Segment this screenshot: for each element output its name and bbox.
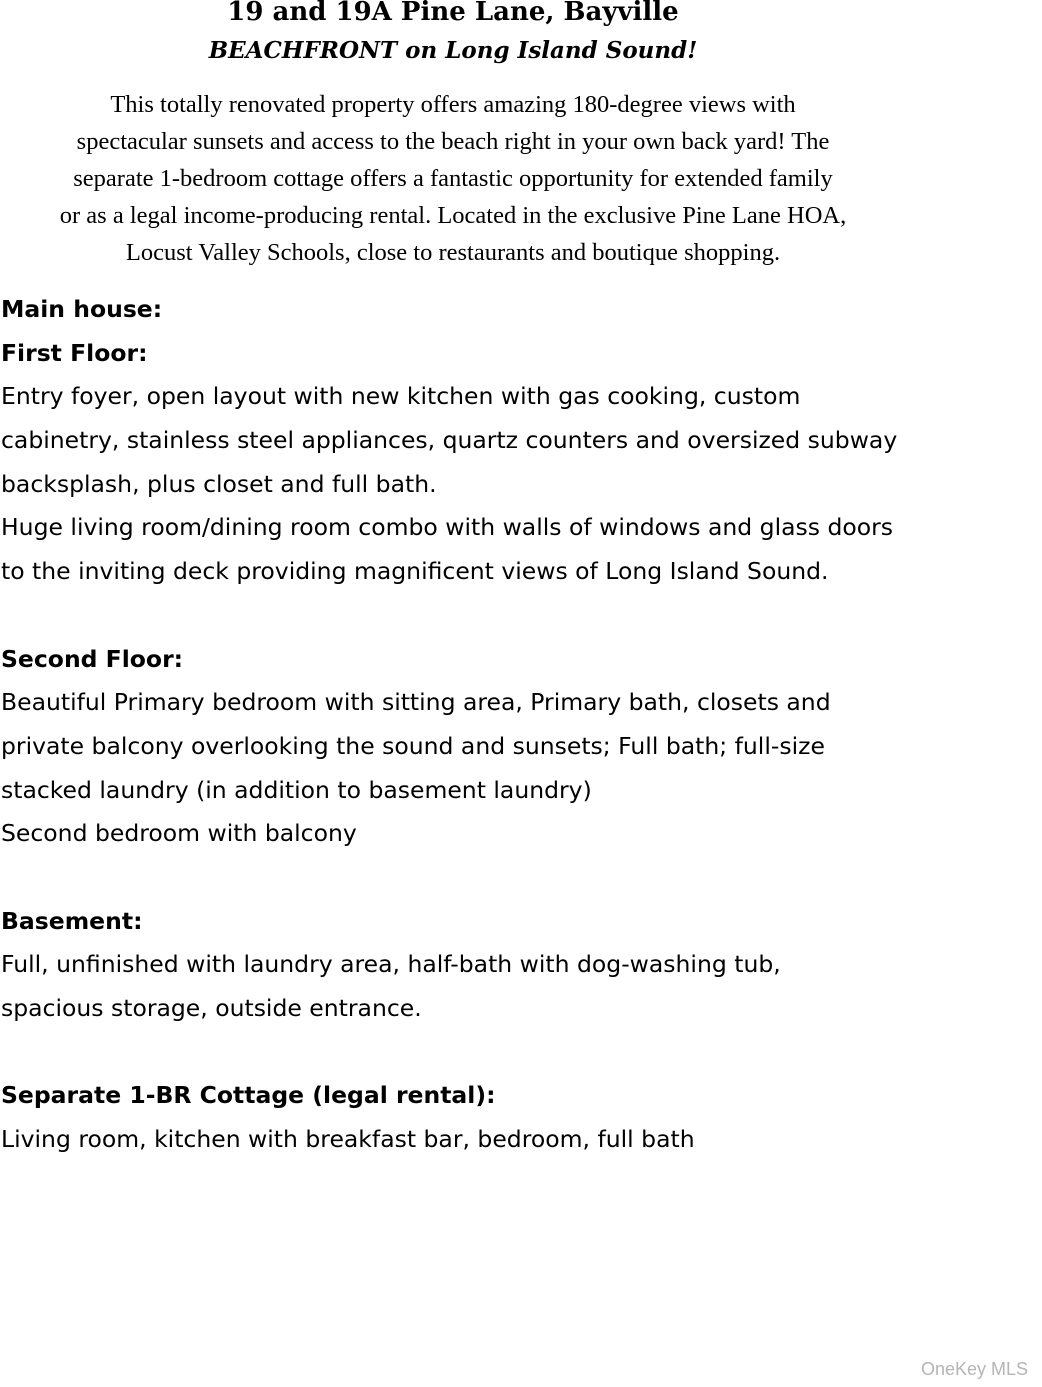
- section-spacer: [1, 1031, 1021, 1075]
- intro-line: Locust Valley Schools, close to restaurants and boutique shopping.: [125, 239, 781, 266]
- details-section: [1, 288, 1021, 1162]
- intro-line: spectacular sunsets and access to the beach right in your own back yard! The: [76, 128, 830, 155]
- listing-title: 19 and 19A Pine Lane, Bayville: [227, 0, 679, 27]
- first-floor-line: cabinetry, stainless steel appliances, quartz counters and oversized subway: [1, 426, 898, 455]
- first-floor-heading: First Floor:: [1, 338, 148, 367]
- main-house-heading: Main house:: [1, 295, 163, 323]
- intro-paragraph: [0, 86, 906, 271]
- basement-line: Full, unfinished with laundry area, half-bath with dog-washing tub,: [1, 950, 781, 979]
- intro-line: separate 1-bedroom cottage offers a fantastic opportunity for extended family: [73, 165, 833, 192]
- first-floor-line: to the inviting deck providing magnificent views of Long Island Sound.: [1, 557, 829, 586]
- second-floor-line: Second bedroom with balcony: [1, 819, 357, 848]
- cottage-heading: Separate 1-BR Cottage (legal rental):: [1, 1081, 496, 1110]
- first-floor-line: backsplash, plus closet and full bath.: [1, 469, 437, 498]
- listing-subtitle: BEACHFRONT on Long Island Sound!: [208, 37, 698, 64]
- first-floor-line: Huge living room/dining room combo with walls of windows and glass doors: [1, 513, 894, 542]
- intro-line: or as a legal income-producing rental. Located in the exclusive Pine Lane HOA,: [59, 202, 847, 229]
- section-spacer: [1, 856, 1021, 900]
- basement-line: spacious storage, outside entrance.: [1, 994, 422, 1022]
- cottage-line: Living room, kitchen with breakfast bar, bedroom, full bath: [1, 1125, 695, 1154]
- intro-line: This totally renovated property offers amazing 180-degree views with: [110, 91, 796, 118]
- first-floor-line: Entry foyer, open layout with new kitchen with gas cooking, custom: [1, 382, 801, 411]
- basement-heading: Basement:: [1, 906, 143, 935]
- mls-watermark: OneKey MLS: [920, 1359, 1028, 1379]
- second-floor-heading: Second Floor:: [1, 644, 184, 673]
- second-floor-line: stacked laundry (in addition to basement laundry): [1, 775, 592, 804]
- section-spacer: [1, 594, 1021, 638]
- second-floor-line: Beautiful Primary bedroom with sitting area, Primary bath, closets and: [1, 688, 831, 717]
- second-floor-line: private balcony overlooking the sound and sunsets; Full bath; full-size: [1, 731, 825, 760]
